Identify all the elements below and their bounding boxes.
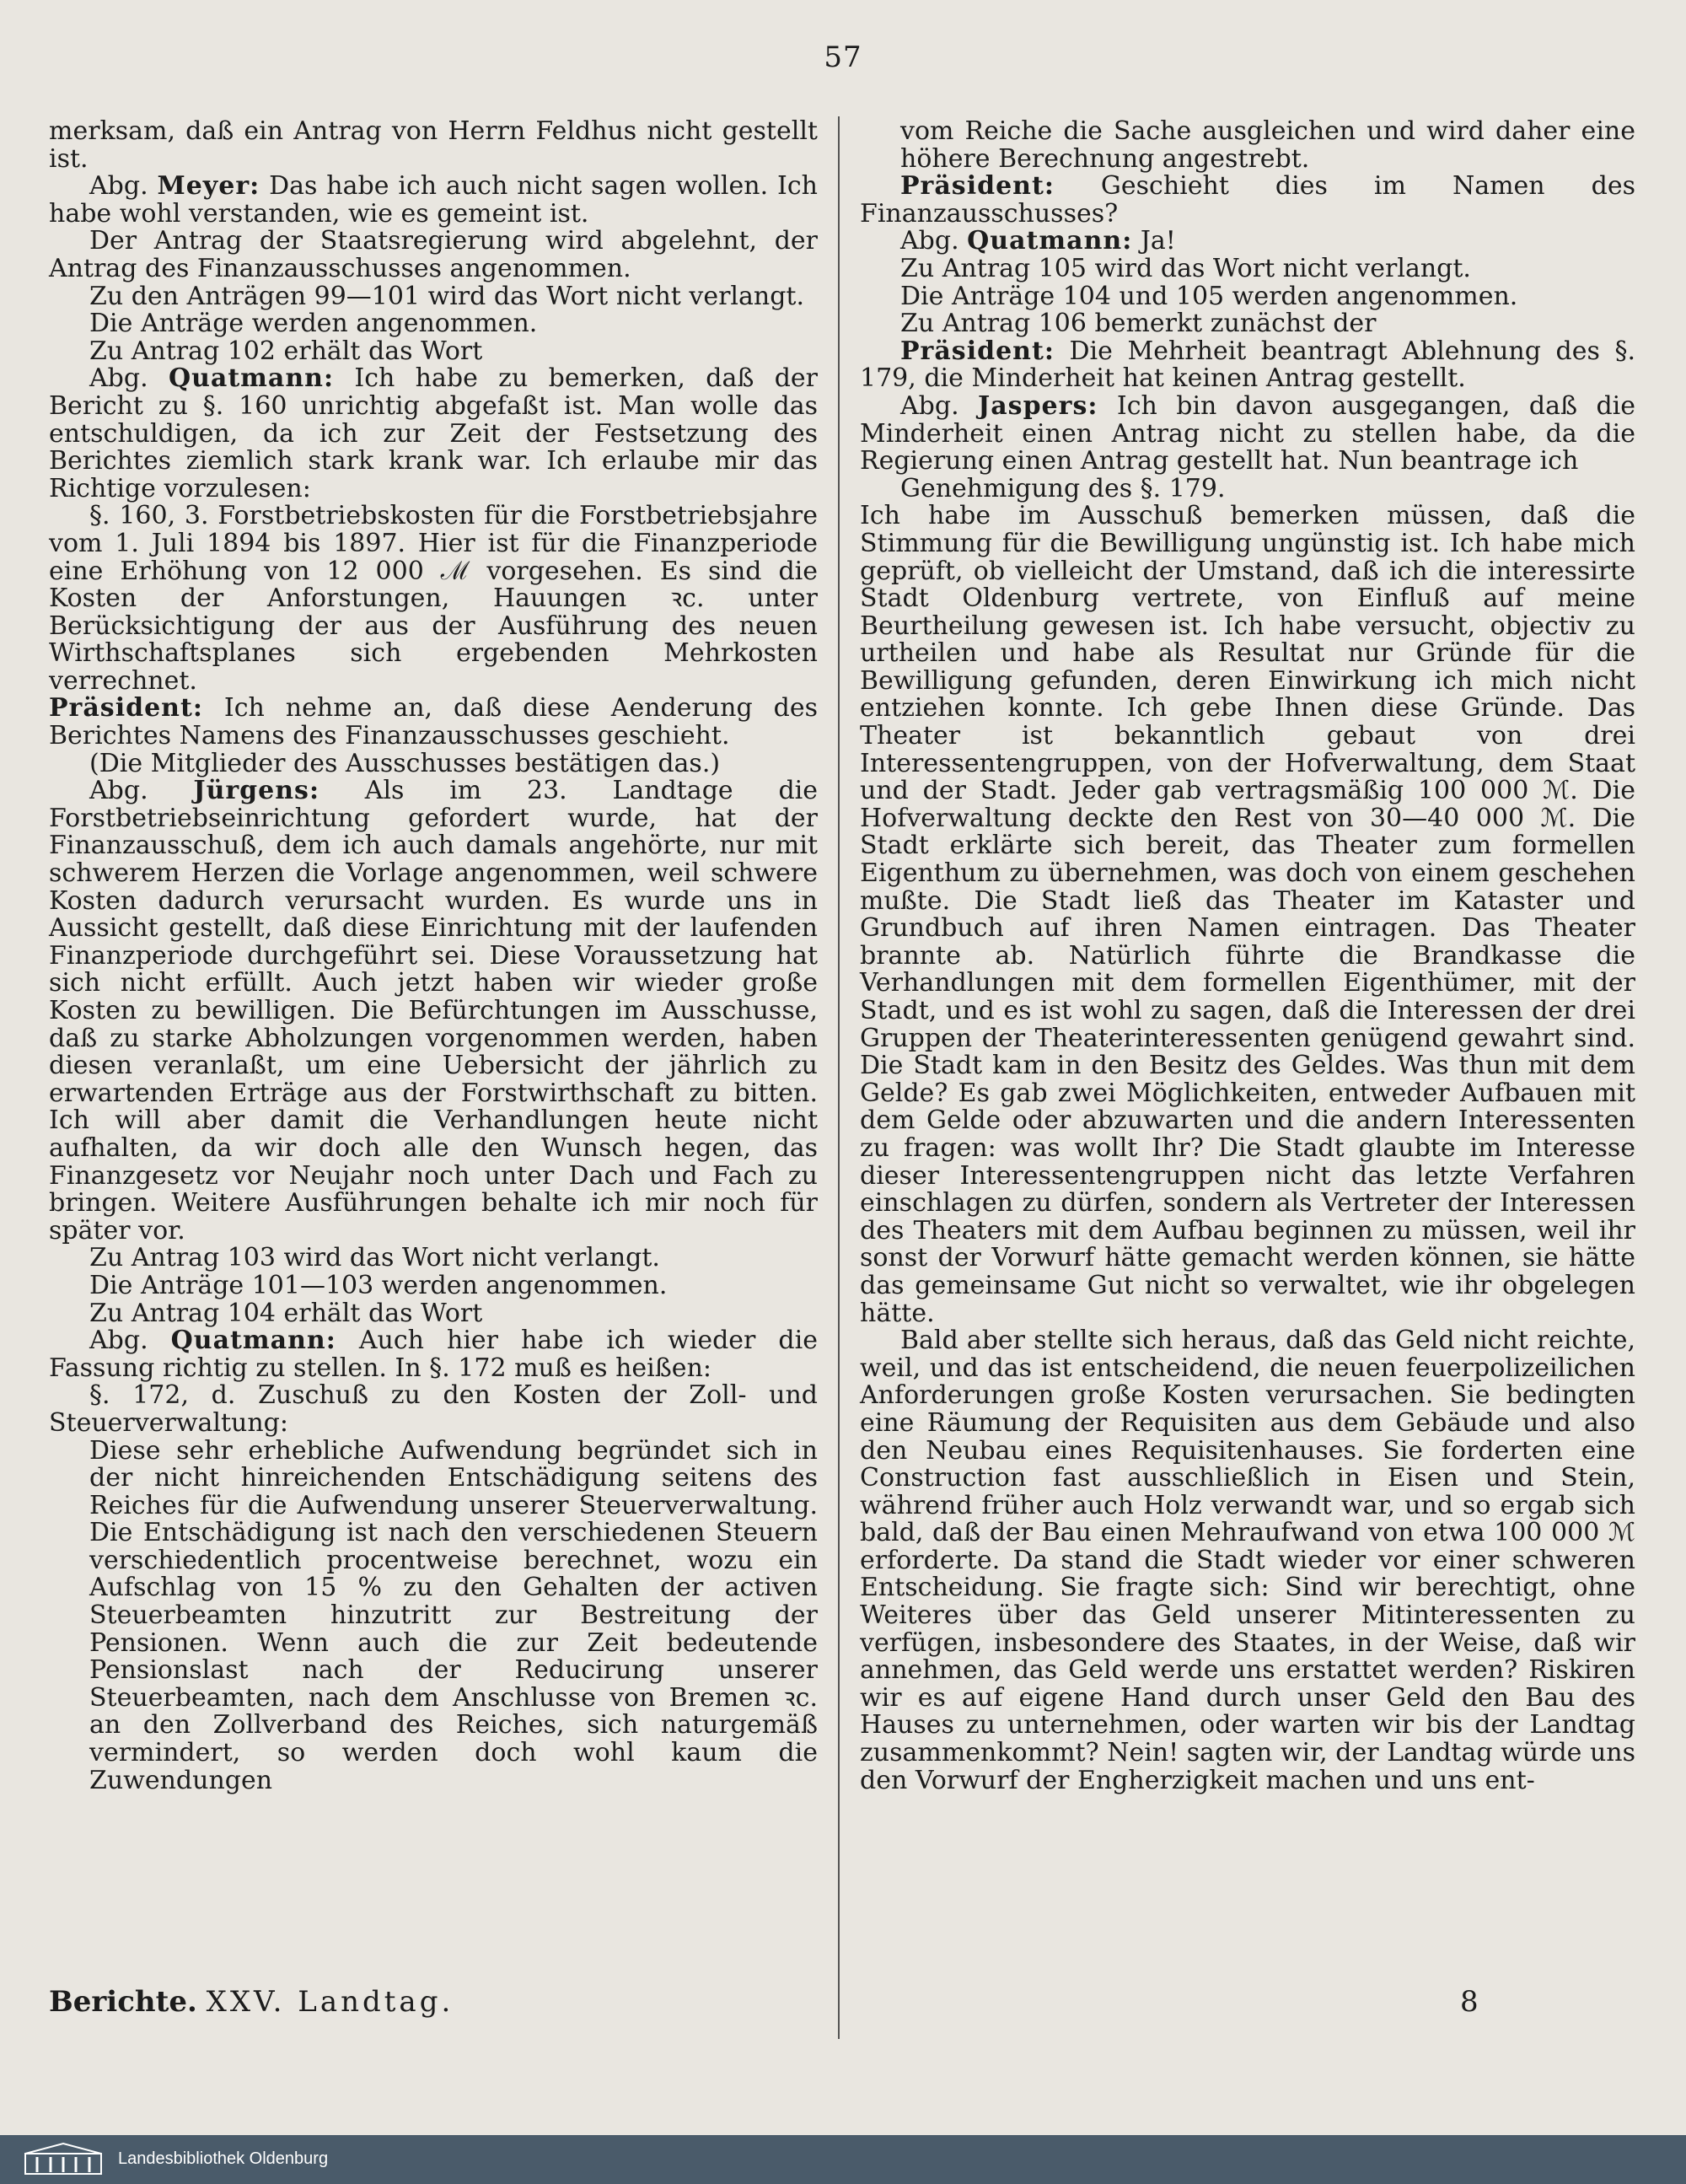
footer-sheet-number: 8 bbox=[1460, 1985, 1479, 2019]
paragraph-text: Die Anträge 101—103 werden angenommen. bbox=[89, 1270, 668, 1300]
paragraph bbox=[860, 1327, 1635, 1794]
paragraph-text: (Die Mitglieder des Ausschusses bestätigen das.) bbox=[89, 748, 721, 778]
paragraph bbox=[860, 310, 1635, 338]
paragraph-text: Zu Antrag 106 bemerkt zunächst der bbox=[900, 309, 1377, 339]
paragraph-text: vom Reiche die Sache ausgleichen und wird daher eine höhere Berechnung angestrebt. bbox=[900, 116, 1635, 174]
speaker-name: Präsident: bbox=[900, 336, 1055, 366]
paragraph bbox=[49, 1435, 818, 1795]
speaker-name: Präsident: bbox=[900, 171, 1055, 202]
paragraph bbox=[860, 283, 1635, 311]
speaker-title: Abg. bbox=[89, 776, 194, 806]
library-building-icon bbox=[24, 2142, 103, 2176]
paragraph bbox=[860, 503, 1635, 1327]
paragraph-text: Bald aber stellte sich heraus, daß das Geld nicht reichte, weil, und das ist entscheidend, die neuen feuerpolizeilichen Anforderungen große Kosten verursachen. Sie bedingten eine Räumung der Requisiten aus dem Gebäude und also den Neubau eines Requisitenhauses. Sie forderten eine Construction fast ausschließlich in Eisen und Stein, während früher auch Holz verwandt war, und so ergab sich bald, daß der Bau einen Mehraufwand von etwa 100 000 ℳ erforderte. Da stand die Stadt wieder vor einer schweren Entscheidung. Sie fragte sich: Sind wir berechtigt, ohne Weiteres über das Geld unserer Mitinteressenten zu verfügen, insbesondere des Staates, in der Weise, daß wir annehmen, das Geld werde uns erstattet werden? Riskiren wir es auf eigene Hand durch unser Geld den Bau des Hauses zu unternehmen, oder warten wir bis der Landtag zusammenkommt? Nein! sagten wir, der Landtag würde uns den Vorwurf der Engherzigkeit machen und uns ent- bbox=[860, 1326, 1635, 1795]
paragraph bbox=[860, 173, 1635, 228]
paragraph bbox=[860, 473, 1635, 503]
footer-landtag: XXV. Landtag. bbox=[206, 1985, 454, 2019]
paragraph bbox=[860, 228, 1635, 256]
paragraph-text: Die Anträge 104 und 105 werden angenommen. bbox=[900, 281, 1518, 311]
paragraph-text: Ich habe im Ausschuß bemerken müssen, daß die Stimmung für die Bewilligung ungünstig ist. Ich habe mich geprüft, ob vielleicht der Umstand, daß ich die interessirte Stadt Oldenburg vertrete, von Einfluß auf meine Beurtheilung gewesen ist. Ich habe versucht, objectiv zu urtheilen und habe als Resultat nur Gründe für die Bewilligung gefunden, deren Einwirkung ich mich nicht entziehen konnte. Ich gebe Ihnen diese Gründe. Das Theater ist bekanntlich gebaut von drei Interessentengruppen, von der Hofverwaltung, dem Staat und der Stadt. Jeder gab vertragsmäßig 100 000 ℳ. Die Hofverwaltung deckte den Rest von 30—40 000 ℳ. Die Stadt erklärte sich bereit, das Theater zum formellen Eigenthum zu übernehmen, was doch von einem geschehen mußte. Die Stadt ließ das Theater im Kataster und Grundbuch auf ihren Namen eintragen. Das Theater brannte ab. Natürlich führte die Brandkasse die Verhandlungen mit dem formellen Eigenthümer, mit der Stadt, und es ist wohl zu sagen, daß die Interessen der drei Gruppen der Theaterinteressenten genügend gewahrt sind. Die Stadt kam in den Besitz des Geldes. Was thun mit dem Gelde? Es gab zwei Möglichkeiten, entweder Aufbauen mit dem Gelde oder abzuwarten und die andern Interessenten zu fragen: was wollt Ihr? Die Stadt glaubte im Interesse dieser Interessentengruppen nicht das letzte Verfahren einschlagen zu dürfen, sondern als Vertreter der Interessen des Theaters mit dem Aufbau beginnen zu müssen, weil ihr sonst der Vorwurf hätte gemacht werden können, sie hätte das gemeinsame Gut nicht so verwaltet, wie ihr obgelegen hätte. bbox=[860, 501, 1635, 1328]
paragraph bbox=[49, 1382, 818, 1437]
paragraph bbox=[49, 695, 818, 750]
page-number: 57 bbox=[824, 40, 862, 74]
speaker-name: Quatmann: bbox=[170, 1326, 336, 1356]
library-banner bbox=[0, 2135, 1686, 2184]
paragraph-text: Ich nehme an, daß diese Aenderung des Berichtes Namens des Finanzausschusses geschieht. bbox=[49, 693, 818, 751]
paragraph bbox=[49, 173, 818, 228]
paragraph-text: Die Anträge werden angenommen. bbox=[89, 309, 538, 339]
left-column bbox=[49, 118, 818, 1794]
paragraph-text: §. 160, 3. Forstbetriebskosten für die Forstbetriebsjahre vom 1. Juli 1894 bis 1897. Hier ist für die Finanzperiode eine Erhöhung von 12 000 ℳ vorgesehen. Es sind die Kosten der Anforstungen, Hauungen ꝛc. unter Berücksichtigung der aus der Ausführung des neuen Wirthschaftsplanes sich ergebenden Mehrkosten verrechnet. bbox=[49, 501, 818, 696]
speaker-title: Abg. bbox=[89, 171, 158, 202]
paragraph-text: Zu Antrag 103 wird das Wort nicht verlangt. bbox=[89, 1243, 660, 1273]
paragraph bbox=[49, 283, 818, 311]
paragraph-text: Geschieht dies im Namen des Finanzausschusses? bbox=[860, 171, 1635, 229]
paragraph bbox=[49, 503, 818, 695]
paragraph bbox=[49, 777, 818, 1245]
paragraph-text: Die Mehrheit beantragt Ablehnung des §. 179, die Minderheit hat keinen Antrag gestellt. bbox=[860, 336, 1635, 394]
paragraph bbox=[49, 365, 818, 503]
paragraph bbox=[49, 118, 818, 173]
speaker-name: Quatmann: bbox=[168, 363, 335, 394]
speaker-name: Quatmann: bbox=[967, 226, 1133, 256]
paragraph-text: Zu Antrag 104 erhält das Wort bbox=[89, 1298, 483, 1328]
paragraph-text: Ja! bbox=[1132, 226, 1176, 256]
paragraph-text: Zu den Anträgen 99—101 wird das Wort nicht verlangt. bbox=[89, 281, 805, 311]
column-rule bbox=[838, 116, 840, 2039]
paragraph-text: Zu Antrag 102 erhält das Wort bbox=[89, 336, 483, 366]
paragraph-text: Ich bin davon ausgegangen, daß die Minderheit einen Antrag nicht zu stellen habe, da die Regierung einen Antrag gestellt hat. Nun beantrage ich bbox=[860, 390, 1635, 476]
paragraph-text: Das habe ich auch nicht sagen wollen. Ich habe wohl verstanden, wie es gemeint ist. bbox=[49, 171, 818, 229]
paragraph-text: Diese sehr erhebliche Aufwendung begründet sich in der nicht hinreichenden Entschädigung seitens des Reiches für die Aufwendung unserer Steuerverwaltung. Die Entschädigung ist nach den verschiedenen Steuern verschiedentlich procentweise berechnet, wozu ein Aufschlag von 15 % zu den Gehalten der activen Steuerbeamten hinzutritt zur Bestreitung der Pensionen. Wenn auch die zur Zeit bedeutende Pensionslast nach der Reducirung unserer Steuerbeamten, nach dem Anschlusse von Bremen ꝛc. an den Zollverband des Reiches, sich naturgemäß vermindert, so werden doch wohl kaum die Zuwendungen bbox=[89, 1435, 818, 1795]
paragraph bbox=[49, 310, 818, 338]
paragraph bbox=[49, 228, 818, 282]
paragraph-text: Als im 23. Landtage die Forstbetriebseinrichtung gefordert wurde, hat der Finanzausschuß, dem ich auch damals angehörte, nur mit schwerem Herzen die Vorlage angenommen, weil schwere Kosten dadurch verursacht wurden. Es wurde uns in Aussicht gestellt, daß diese Einrichtung mit der laufenden Finanzperiode durchgeführt sei. Diese Voraussetzung hat sich nicht erfüllt. Auch jetzt haben wir wieder große Kosten zu bewilligen. Die Befürchtungen im Ausschusse, daß zu starke Abholzungen vorgenommen werden, haben diesen veranlaßt, um eine Uebersicht der jährlich zu erwartenden Erträge aus der Forstwirthschaft zu bitten. Ich will aber damit die Verhandlungen heute nicht aufhalten, da wir doch alle den Wunsch hegen, das Finanzgesetz vor Neujahr noch unter Dach und Fach zu bringen. Weitere Ausführungen behalte ich mir noch für später vor. bbox=[49, 776, 818, 1245]
speaker-title: Abg. bbox=[900, 390, 979, 421]
speaker-name: Jürgens: bbox=[193, 776, 320, 806]
paragraph-text: Genehmigung des §. 179. bbox=[900, 473, 1226, 503]
speaker-title: Abg. bbox=[89, 363, 169, 394]
paragraph bbox=[49, 1300, 818, 1328]
speaker-name: Präsident: bbox=[49, 693, 203, 724]
right-column bbox=[860, 118, 1635, 1794]
paragraph-text: Auch hier habe ich wieder die Fassung richtig zu stellen. In §. 172 muß es heißen: bbox=[49, 1326, 818, 1383]
paragraph-text: §. 172, d. Zuschuß zu den Kosten der Zoll- und Steuerverwaltung: bbox=[49, 1380, 818, 1438]
paragraph bbox=[49, 1272, 818, 1300]
paragraph-text: Ich habe zu bemerken, daß der Bericht zu §. 160 unrichtig abgefaßt ist. Man wolle das entschuldigen, da ich zur Zeit der Festsetzung des Berichtes ziemlich stark krank war. Ich erlaube mir das Richtige vorzulesen: bbox=[49, 363, 818, 503]
paragraph bbox=[860, 338, 1635, 393]
speaker-title: Abg. bbox=[89, 1326, 171, 1356]
paragraph-text: Zu Antrag 105 wird das Wort nicht verlangt. bbox=[900, 253, 1471, 283]
footer-signature bbox=[49, 1985, 454, 2019]
speaker-name: Meyer: bbox=[157, 171, 260, 202]
speaker-name: Jaspers: bbox=[978, 390, 1098, 421]
paragraph bbox=[860, 253, 1635, 283]
paragraph bbox=[49, 750, 818, 778]
library-label: Landesbibliothek Oldenburg bbox=[118, 2149, 329, 2168]
paragraph bbox=[860, 390, 1635, 476]
paragraph bbox=[49, 1245, 818, 1272]
paragraph-text: Der Antrag der Staatsregierung wird abgelehnt, der Antrag des Finanzausschusses angenommen. bbox=[49, 226, 818, 283]
speaker-title: Abg. bbox=[900, 226, 968, 256]
paragraph-text: merksam, daß ein Antrag von Herrn Feldhus nicht gestellt ist. bbox=[49, 116, 818, 174]
paragraph bbox=[860, 118, 1635, 173]
footer-berichte: Berichte. bbox=[49, 1985, 197, 2019]
paragraph bbox=[49, 338, 818, 366]
paragraph bbox=[49, 1327, 818, 1382]
